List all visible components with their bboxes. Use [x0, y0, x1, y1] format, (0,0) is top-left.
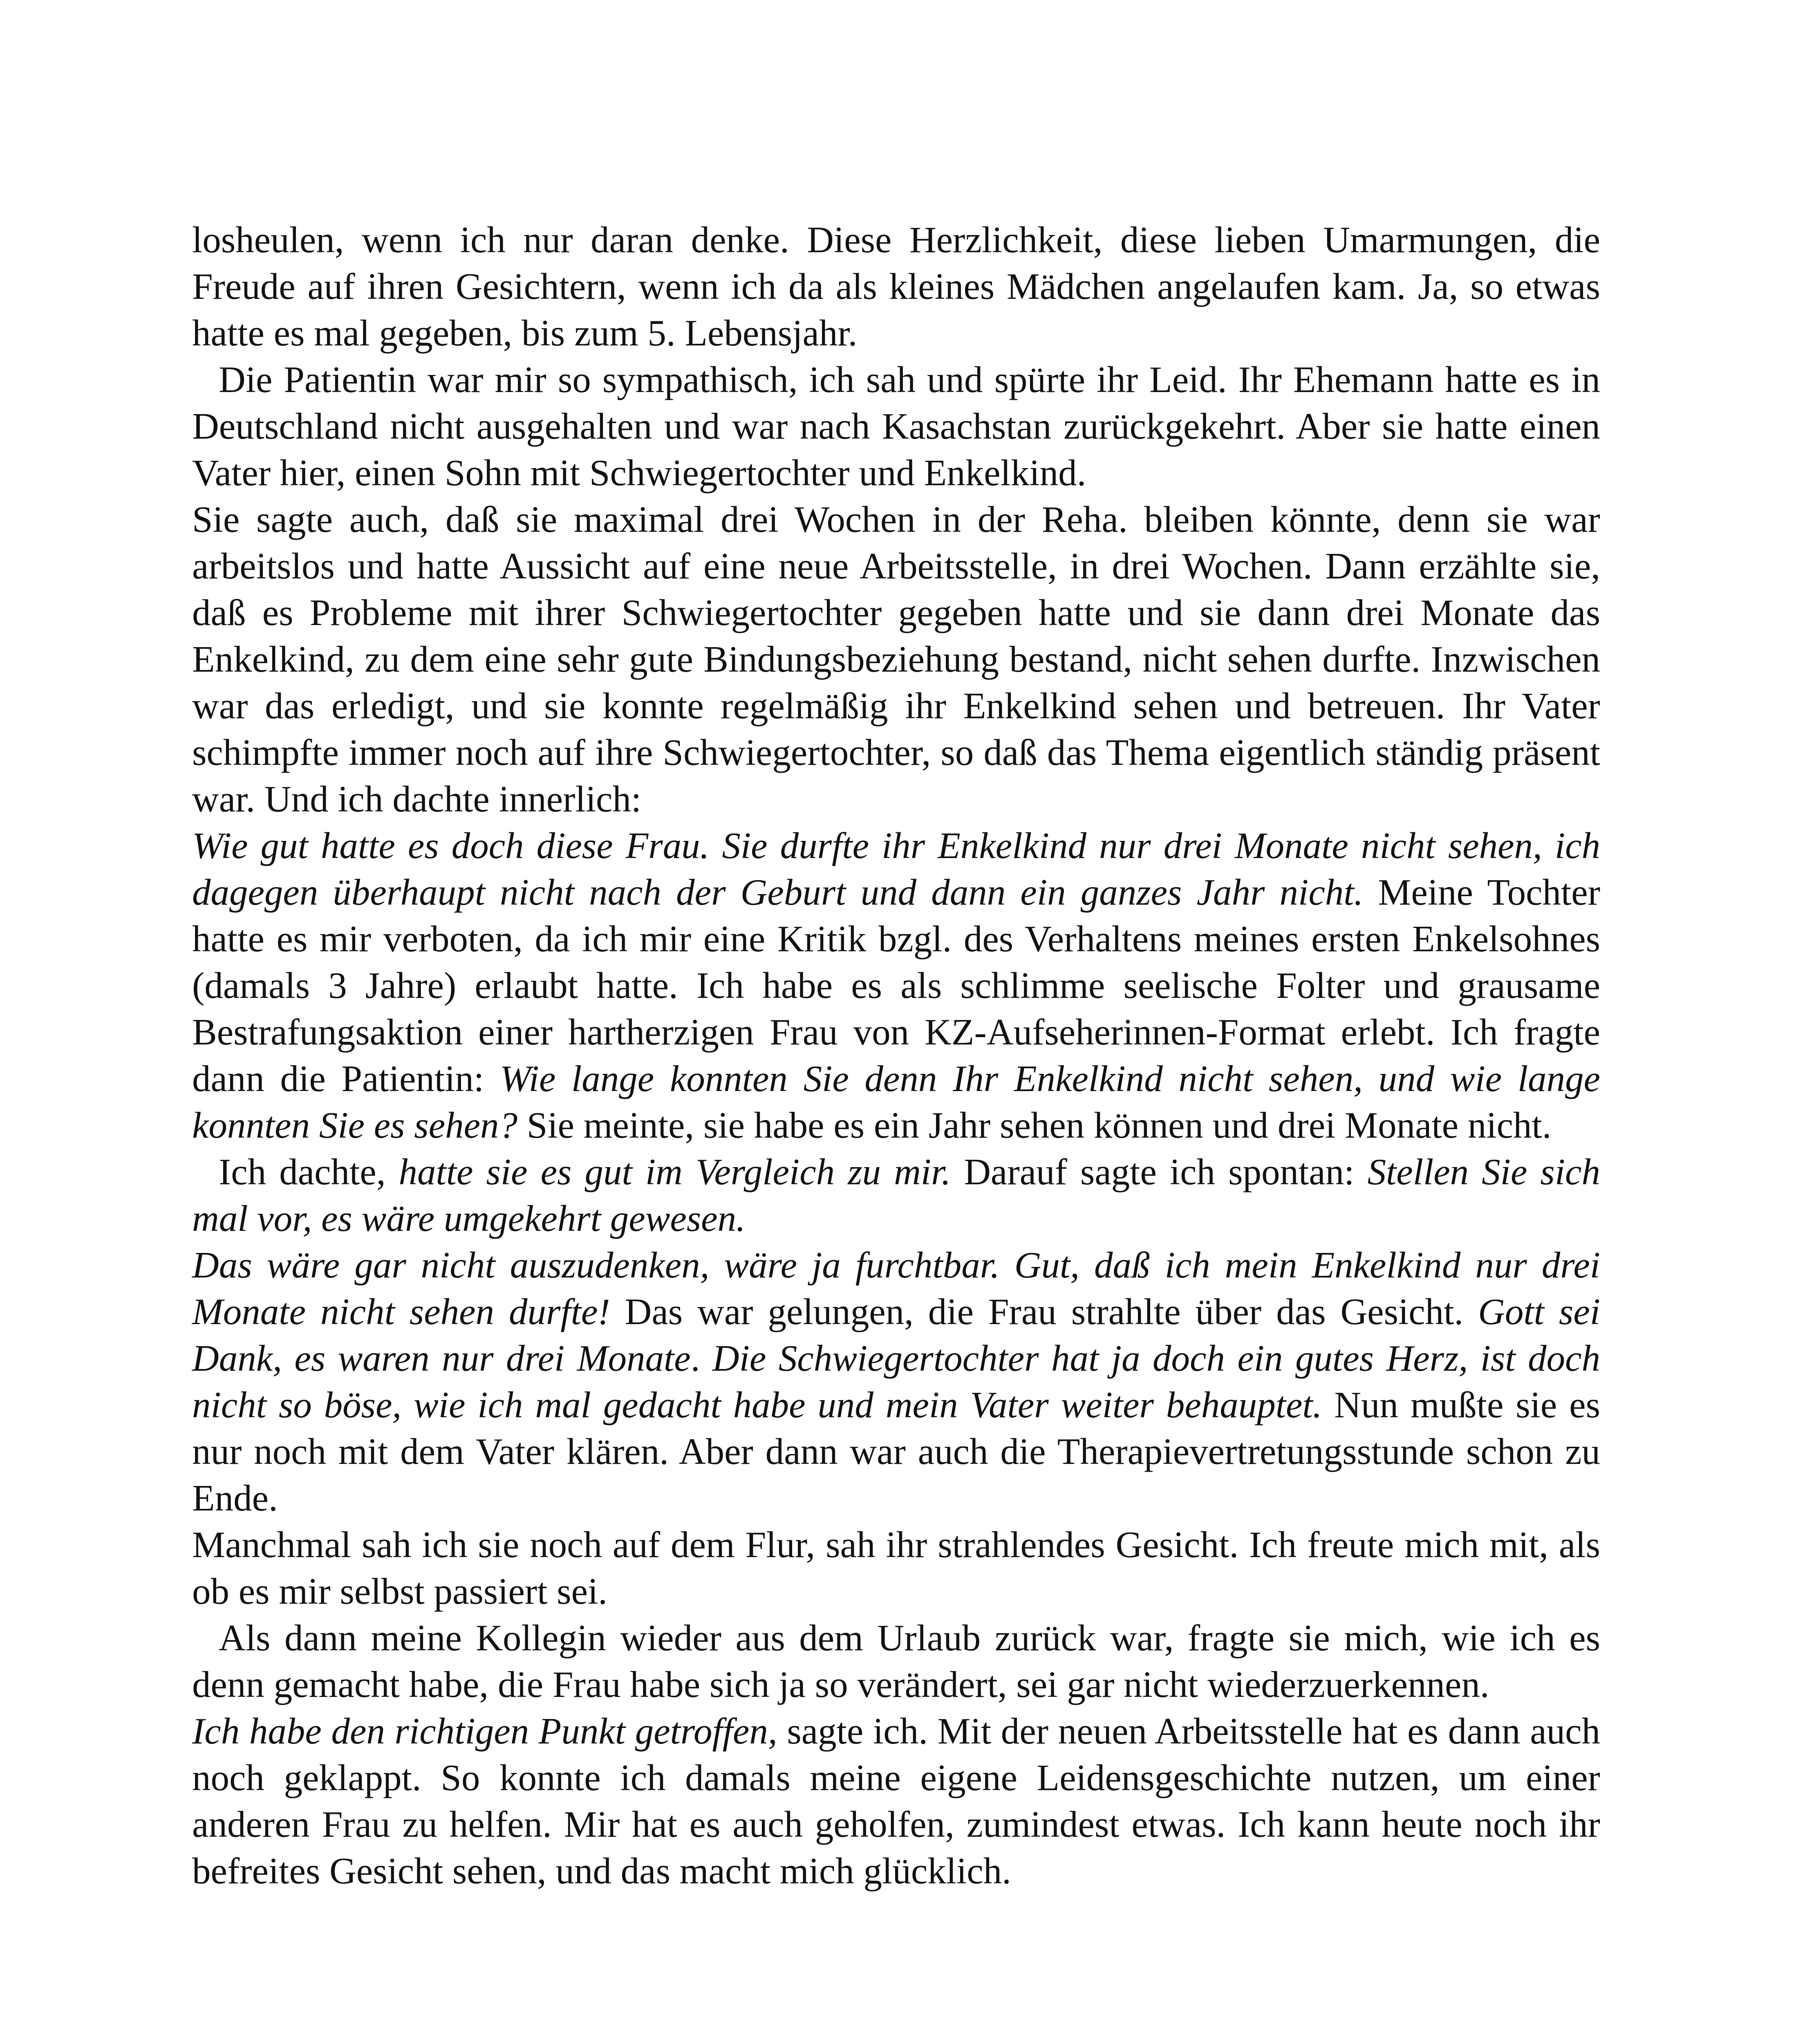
italic-run: Ich habe den richtigen Punkt getroffen, — [192, 1710, 777, 1752]
paragraph-4 — [192, 823, 1600, 1149]
paragraph-8 — [192, 1615, 1600, 1708]
italic-run: Wie gut hatte es doch diese Frau. Sie durfte ihr Enkelkind nur drei Monate nicht sehen, ich dagegen überhaupt nicht nach der Geburt und dann ein ganzes Jahr nicht. — [192, 825, 1600, 913]
paragraph-9 — [192, 1708, 1600, 1894]
paragraph-2 — [192, 356, 1600, 496]
text-run: . — [690, 1338, 712, 1379]
paragraph-5 — [192, 1149, 1600, 1242]
italic-run: Wie lange konnten Sie denn Ihr Enkelkind nicht sehen, und wie lange konnten Sie es sehen? — [192, 1058, 1600, 1146]
paragraph-6 — [192, 1242, 1600, 1522]
text-run: Das war gelungen, die Frau strahlte über das Gesicht. — [610, 1291, 1478, 1332]
text-run: Ich dachte, — [219, 1151, 399, 1192]
text-run: Die Patientin war mir so sympathisch, ich sah und spürte ihr Leid. Ihr Ehemann hatte es in Deutschland nicht ausgehalten und war nach Kasachstan zurückgekehrt. Aber sie hatte einen Vater hier, einen Sohn mit Schwiegertochter und Enkelkind. — [192, 359, 1600, 493]
text-run: losheulen, wenn ich nur daran denke. Diese Herzlichkeit, diese lieben Umarmungen, die Freude auf ihren Gesichtern, wenn ich da als kleines Mädchen angelaufen kam. Ja, so etwas hatte es mal gegeben, bis zum 5. Lebensjahr. — [192, 219, 1600, 354]
body-text — [192, 217, 1600, 1894]
text-run: Sie meinte, sie habe es ein Jahr sehen können und drei Monate nicht. — [517, 1105, 1552, 1146]
text-run: Meine Tochter hatte es mir verboten, da ich mir eine Kritik bzgl. des Verhaltens meines ersten Enkelsohnes (damals 3 Jahre) erlaubt hatte. Ich habe es als schlimme seelische Folter und grausame Bestrafungsaktion einer hartherzigen Frau von KZ-Aufseherinnen-Format erlebt. Ich fragte dann die Patientin: — [192, 872, 1601, 1099]
text-run: Manchmal sah ich sie noch auf dem Flur, sah ihr strahlendes Gesicht. Ich freute mich mit, als ob es mir selbst passiert sei. — [192, 1524, 1600, 1612]
paragraph-1 — [192, 217, 1600, 356]
paragraph-3 — [192, 496, 1600, 823]
text-run: Darauf sagte ich spontan: — [951, 1151, 1368, 1192]
italic-run: Gott sei Dank, es waren nur drei Monate — [192, 1291, 1600, 1379]
text-run: sagte ich. Mit der neuen Arbeitsstelle hat es dann auch noch geklappt. So konnte ich damals meine eigene Leidensgeschichte nutzen, um einer anderen Frau zu helfen. Mir hat es auch geholfen, zumindest etwas. Ich kann heute noch ihr befreites Gesicht sehen, und das macht mich glücklich. — [192, 1710, 1600, 1892]
italic-run: Das wäre gar nicht auszudenken, wäre ja furchtbar. Gut, daß ich mein Enkelkind nur drei Monate nicht sehen durfte! — [192, 1244, 1600, 1332]
paragraph-7 — [192, 1522, 1600, 1615]
text-run: Nun mußte sie es nur noch mit dem Vater klären. Aber dann war auch die Therapievertretungsstunde schon zu Ende. — [192, 1384, 1600, 1519]
text-run: Sie sagte auch, daß sie maximal drei Wochen in der Reha. bleiben könnte, denn sie war arbeitslos und hatte Aussicht auf eine neue Arbeitsstelle, in drei Wochen. Dann erzählte sie, daß es Probleme mit ihrer Schwiegertochter gegeben hatte und sie dann drei Monate das Enkelkind, zu dem eine sehr gute Bindungsbeziehung bestand, nicht sehen durfte. Inzwischen war das erledigt, und sie konnte regelmäßig ihr Enkelkind sehen und betreuen. Ihr Vater schimpfte immer noch auf ihre Schwiegertochter, so daß das Thema eigentlich ständig präsent war. Und ich dachte innerlich: — [192, 499, 1600, 820]
text-run: Als dann meine Kollegin wieder aus dem Urlaub zurück war, fragte sie mich, wie ich es denn gemacht habe, die Frau habe sich ja so verändert, sei gar nicht wiederzuerkennen. — [192, 1617, 1600, 1705]
italic-run: hatte sie es gut im Vergleich zu mir. — [399, 1151, 951, 1192]
italic-run: Die Schwiegertochter hat ja doch ein gutes Herz, ist doch nicht so böse, wie ich mal gedacht habe und mein Vater weiter behauptet. — [192, 1338, 1601, 1425]
italic-run: Stellen Sie sich mal vor, es wäre umgekehrt gewesen. — [192, 1151, 1600, 1239]
